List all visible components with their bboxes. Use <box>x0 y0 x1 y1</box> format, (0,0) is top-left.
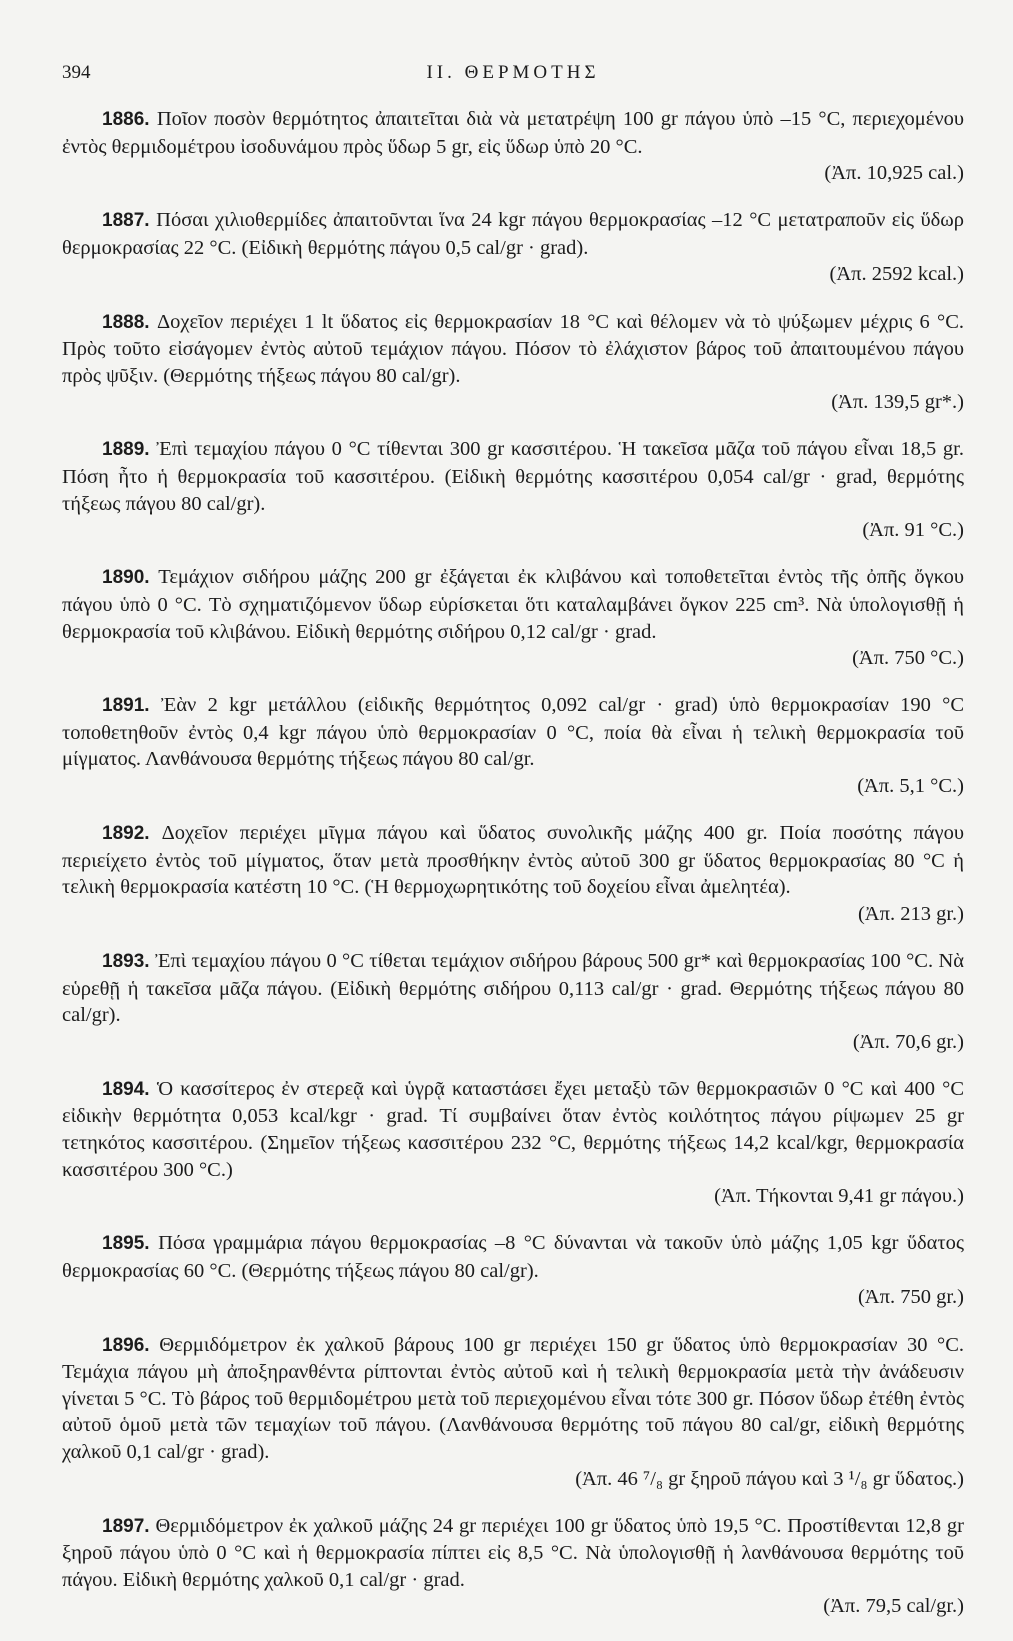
problem-number: 1895 . <box>102 1233 158 1254</box>
problem-number: 1889 . <box>102 439 156 460</box>
problem-answer: (Ἀπ. 213 gr.) <box>857 902 964 925</box>
problem-answer: (Ἀπ. 70,6 gr.) <box>852 1030 964 1053</box>
problem-text: Δοχεῖον περιέχει μῖγμα πάγου καὶ ὕδατος συνολικῆς μάζης 400 gr. Ποία ποσότης πάγου περιείχετο ἐντὸς τοῦ μίγματος, ὅταν μετὰ προσθήκην ἐντὸς αὐτοῦ 300 gr ὕδατος θερμοκρασίας 80 °C ἡ τελικὴ θερμοκρασία κατέστη 10 °C. (Ἡ θερμοχωρητικότης τοῦ δοχείου εἶναι ἀμελητέα). <box>62 822 965 899</box>
problem-number: 1886 . <box>102 109 157 130</box>
problem-text: Θερμιδόμετρον ἐκ χαλκοῦ μάζης 24 gr περιέχει 100 gr ὕδατος ὑπὸ 19,5 °C. Προστίθενται 12,8 gr ξηροῦ πάγου ὑπὸ 0 °C καὶ ἡ θερμοκρασία πίπτει εἰς 8,5 °C. Νὰ ὑπολογισθῇ ἡ λανθάνουσα θερμότης τοῦ πάγου. Εἰδικὴ θερμότης χαλκοῦ 0,1 cal/gr · grad. <box>62 1514 964 1591</box>
problem-answer: (Ἀπ. 139,5 gr*.) <box>831 391 964 414</box>
problem-number: 1891 . <box>102 695 161 716</box>
problem-1895 <box>62 1230 964 1311</box>
problem-answer: (Ἀπ. 79,5 cal/gr.) <box>823 1595 964 1618</box>
problem-text: Ἐπὶ τεμαχίου πάγου 0 °C τίθεται τεμάχιον σιδήρου βάρους 500 gr* καὶ θερμοκρασίας 100 °C. Νὰ εὑρεθῇ ἡ τακεῖσα μᾶζα πάγου. (Εἰδικὴ θερμότης σιδήρου 0,113 cal/gr · grad. Θερμότης τήξεως πάγου 80 cal/gr). <box>62 949 964 1027</box>
problem-1896 <box>62 1332 964 1493</box>
problem-number: 1896 . <box>102 1335 159 1356</box>
problem-text: Τεμάχιον σιδήρου μάζης 200 gr ἐξάγεται ἐκ κλιβάνου καὶ τοποθετεῖται ἐντὸς τῆς ὀπῆς ὄγκου πάγου ὑπὸ 0 °C. Τὸ σχηματιζόμενον ὕδωρ εὑρίσκεται ὅτι καταλαμβάνει ὄγκον 225 cm³. Νὰ ὑπολογισθῇ ἡ θερμοκρασία τοῦ κλιβάνου. Εἰδικὴ θερμότης σιδήρου 0,12 cal/gr · grad. <box>62 566 964 643</box>
running-title: II. ΘΕΡΜΟΤΗΣ <box>426 62 600 83</box>
problem-text: Ὁ κασσίτερος ἐν στερεᾷ καὶ ὑγρᾷ καταστάσει ἔχει μεταξὺ τῶν θερμοκρασιῶν 0 °C καὶ 400 °C εἰδικὴν θερμότητα 0,053 kcal/kgr · grad. Τί συμβαίνει ὅταν ἐντὸς κοιλότητος πάγου ρίψωμεν 25 gr τετηκότος κασσιτέρου. (Σημεῖον τήξεως κασσιτέρου 232 °C, θερμότης τήξεως 14,2 kcal/kgr, θερμοκρασία κασσιτέρου 300 °C.) <box>62 1077 964 1181</box>
problem-1888 <box>62 309 964 416</box>
page-header <box>62 56 964 92</box>
problem-1897 <box>62 1513 964 1620</box>
problem-list <box>62 106 964 1620</box>
problem-text: Θερμιδόμετρον ἐκ χαλκοῦ βάρους 100 gr περιέχει 150 gr ὕδατος ὑπὸ θερμοκρασίαν 30 °C. Τεμάχια πάγου μὴ ἀποξηρανθέντα ρίπτονται ἐντὸς αὐτοῦ καὶ ἡ τελικὴ θερμοκρασία μετὰ τὴν ἀνάδευσιν γίνεται 5 °C. Τὸ βάρος τοῦ θερμιδομέτρου μετὰ τοῦ περιεχομένου εἶναι τότε 300 gr. Πόσον ὕδωρ ἐτέθη ἐντὸς αὐτοῦ ὁμοῦ μετὰ τῶν τεμαχίων τοῦ πάγου. (Λανθάνουσα θερμότης τοῦ πάγου 80 cal/gr, εἰδικὴ θερμότης χαλκοῦ 0,1 cal/gr · grad). <box>62 1333 964 1463</box>
problem-answer: (Ἀπ. 2592 kcal.) <box>829 263 964 286</box>
problem-1890 <box>62 564 964 671</box>
problem-answer: (Ἀπ. 46 ⁷/₈ gr ξηροῦ πάγου καὶ 3 ¹/₈ gr ὕδατος.) <box>575 1467 964 1490</box>
problem-text: Ἐὰν 2 kgr μετάλλου (εἰδικῆς θερμότητος 0,092 cal/gr · grad) ὑπὸ θερμοκρασίαν 190 °C τοποθετηθοῦν ἐντὸς 0,4 kgr πάγου ὑπὸ θερμοκρασίαν 0 °C, ποία θὰ εἶναι ἡ τελικὴ θερμοκρασία τοῦ μίγματος. Λανθάνουσα θερμότης τήξεως πάγου 80 cal/gr. <box>62 694 964 771</box>
problem-answer: (Ἀπ. Τήκονται 9,41 gr πάγου.) <box>714 1185 964 1208</box>
problem-number: 1893 . <box>102 951 155 972</box>
problem-1887 <box>62 207 964 288</box>
problem-1891 <box>62 692 964 799</box>
problem-answer: (Ἀπ. 5,1 °C.) <box>857 774 964 797</box>
problem-answer: (Ἀπ. 750 °C.) <box>852 647 964 670</box>
problem-number: 1887 . <box>102 210 156 231</box>
problem-number: 1892 . <box>102 823 162 844</box>
problem-answer: (Ἀπ. 10,925 cal.) <box>824 162 964 185</box>
problem-text: Ποῖον ποσὸν θερμότητος ἀπαιτεῖται διὰ νὰ μετατρέψη 100 gr πάγου ὑπὸ –15 °C, περιεχομένου ἐντὸς θερμιδομέτρου ἰσοδυνάμου πρὸς ὕδωρ 5 gr, εἰς ὕδωρ ὑπὸ 20 °C. <box>62 108 964 158</box>
problem-number: 1888 . <box>102 312 157 333</box>
problem-1893 <box>62 948 964 1055</box>
problem-number: 1894 . <box>102 1079 157 1100</box>
problem-text: Δοχεῖον περιέχει 1 lt ὕδατος εἰς θερμοκρασίαν 18 °C καὶ θέλομεν νὰ τὸ ψύξωμεν μέχρις 6 °C. Πρὸς τοῦτο εἰσάγομεν ἐντὸς αὐτοῦ τεμάχιον πάγου. Πόσον τὸ ἐλάχιστον βάρος τοῦ ἀπαιτουμένου πάγου πρὸς ψῦξιν. (Θερμότης τήξεως πάγου 80 cal/gr). <box>62 310 965 387</box>
problem-answer: (Ἀπ. 91 °C.) <box>862 519 964 542</box>
problem-number: 1890 . <box>102 567 158 588</box>
problem-1894 <box>62 1076 964 1210</box>
problem-1889 <box>62 436 964 543</box>
problem-answer: (Ἀπ. 750 gr.) <box>857 1286 964 1309</box>
page-number: 394 <box>62 62 91 83</box>
problem-text: Ἐπὶ τεμαχίου πάγου 0 °C τίθενται 300 gr κασσιτέρου. Ἡ τακεῖσα μᾶζα τοῦ πάγου εἶναι 18,5 gr. Πόση ἦτο ἡ θερμοκρασία τοῦ κασσιτέρου. (Εἰδικὴ θερμότης κασσιτέρου 0,054 cal/gr · grad, θερμότης τήξεως πάγου 80 cal/gr). <box>62 438 965 515</box>
problem-number: 1897 . <box>102 1516 155 1537</box>
problem-text: Πόσαι χιλιοθερμίδες ἀπαιτοῦνται ἵνα 24 kgr πάγου θερμοκρασίας –12 °C μετατραποῦν εἰς ὕδωρ θερμοκρασίας 22 °C. (Εἰδικὴ θερμότης πάγου 0,5 cal/gr · grad). <box>62 209 965 259</box>
problem-1892 <box>62 820 964 927</box>
problem-1886 <box>62 106 964 187</box>
problem-text: Πόσα γραμμάρια πάγου θερμοκρασίας –8 °C δύνανται νὰ τακοῦν ὑπὸ μάζης 1,05 kgr ὕδατος θερμοκρασίας 60 °C. (Θερμότης τήξεως πάγου 80 cal/gr). <box>62 1232 964 1282</box>
book-page <box>62 56 964 1641</box>
